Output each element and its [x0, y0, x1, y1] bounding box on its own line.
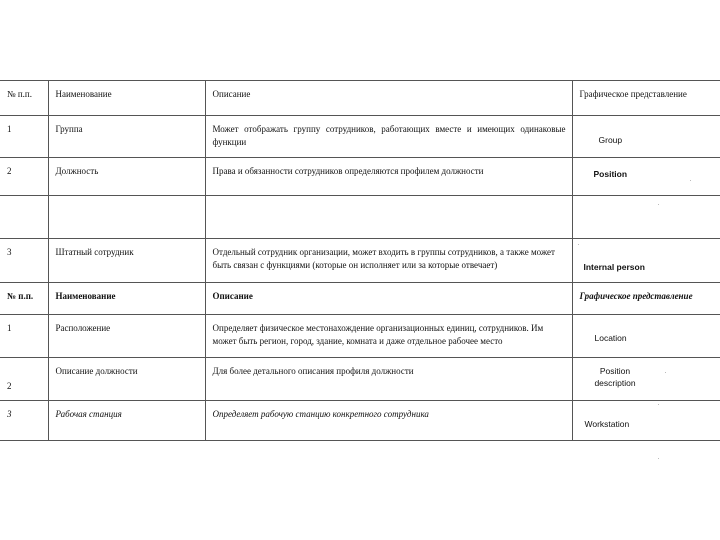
group-symbol-label: Group: [598, 135, 623, 145]
row-name: Описание должности: [48, 358, 205, 401]
faint-mark: [690, 180, 691, 181]
table-header-row: [0, 81, 720, 116]
position-symbol-label: Position: [593, 169, 628, 179]
internal-person-symbol-label: Internal person: [583, 262, 645, 272]
row-graph: [572, 116, 720, 158]
position-description-symbol-label: Position description: [594, 366, 636, 389]
row-desc: [205, 196, 572, 239]
table-row: [0, 239, 720, 283]
row-desc: Права и обязанности сотрудников определяются профилем должности: [205, 158, 572, 196]
row-num: 1: [0, 315, 48, 358]
row-graph: [572, 401, 720, 441]
row-desc: Для более детального описания профиля должности: [205, 358, 572, 401]
row-num: 3: [0, 239, 48, 283]
table-row: [0, 116, 720, 158]
row-graph: [572, 358, 720, 401]
row-graph: [572, 239, 720, 283]
row-name: Должность: [48, 158, 205, 196]
object-table: [0, 80, 720, 441]
faint-mark: [658, 404, 659, 405]
row-name: [48, 196, 205, 239]
location-symbol-label: Location: [594, 333, 627, 343]
table-row: [0, 315, 720, 358]
header-num: № п.п.: [0, 81, 48, 116]
table-row: [0, 358, 720, 401]
row-num: 1: [0, 116, 48, 158]
header-num: № п.п.: [0, 283, 48, 315]
header-graph: Графическое представление: [572, 81, 720, 116]
row-name: Расположение: [48, 315, 205, 358]
row-name: Штатный сотрудник: [48, 239, 205, 283]
header-graph: Графическое представление: [572, 283, 720, 315]
faint-mark: [658, 204, 659, 205]
row-desc: Определяет физическое местонахождение организационных единиц, сотрудников. Им может быть регион, город, здание, комната и даже отдельное рабочее место: [205, 315, 572, 358]
row-name: Группа: [48, 116, 205, 158]
row-num: 2: [0, 158, 48, 196]
table-header-row-2: [0, 283, 720, 315]
row-desc: Может отображать группу сотрудников, работающих вместе и имеющих одинаковые функции: [205, 116, 572, 158]
faint-mark: [578, 244, 579, 245]
row-desc: Определяет рабочую станцию конкретного сотрудника: [205, 401, 572, 441]
workstation-symbol-label: Workstation: [584, 419, 630, 429]
table-row: [0, 401, 720, 441]
header-desc: Описание: [205, 81, 572, 116]
row-graph: [572, 158, 720, 196]
faint-mark: [658, 458, 659, 459]
table-row-empty: [0, 196, 720, 239]
faint-mark: [665, 372, 666, 373]
row-graph: [572, 196, 720, 239]
row-graph: [572, 315, 720, 358]
row-name: Рабочая станция: [48, 401, 205, 441]
header-name: Наименование: [48, 81, 205, 116]
header-desc: Описание: [205, 283, 572, 315]
header-name: Наименование: [48, 283, 205, 315]
table-row: [0, 158, 720, 196]
row-num: 2: [0, 358, 48, 401]
row-desc: Отдельный сотрудник организации, может входить в группы сотрудников, а также может быть связан с функциями (которые он исполняет или за которые отвечает): [205, 239, 572, 283]
row-num: [0, 196, 48, 239]
row-num: 3: [0, 401, 48, 441]
